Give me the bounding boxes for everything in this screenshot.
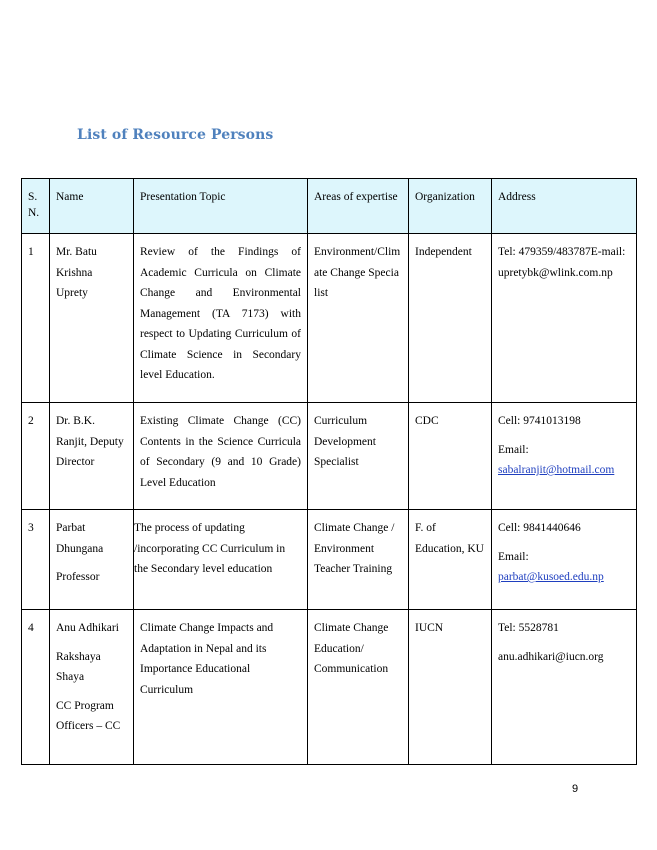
name-title: CC Program Officers – CC	[56, 699, 121, 732]
email-link[interactable]: sabalranjit@hotmail.com	[498, 464, 615, 476]
cell-name: Mr. Batu Krishna Uprety	[50, 234, 134, 403]
cell-topic: The process of updating /incorporating CC Curriculum in the Secondary level education	[134, 510, 308, 610]
column-header-topic: Presentation Topic	[134, 179, 308, 234]
column-header-address: Address	[492, 179, 637, 234]
table-row	[22, 610, 637, 765]
cell-organization: F. of Education, KU	[409, 510, 492, 610]
cell-name	[50, 610, 134, 765]
address-phone: Cell: 9841440646	[498, 522, 581, 534]
column-header-expertise: Areas of expertise	[308, 179, 409, 234]
address-phone: Cell: 9741013198	[498, 415, 581, 427]
cell-topic: Climate Change Impacts and Adaptation in Nepal and its Importance Educational Curriculum	[134, 610, 308, 765]
table-row	[22, 234, 637, 403]
table-row	[22, 510, 637, 610]
cell-sn: 4	[22, 610, 50, 765]
address-email-label: Email:	[498, 443, 529, 456]
cell-expertise: Climate Change / Environment Teacher Training	[308, 510, 409, 610]
cell-name	[50, 510, 134, 610]
name-line: Anu Adhikari	[56, 622, 119, 634]
address-email-label: Email:	[498, 550, 529, 563]
name-line: Parbat Dhungana	[56, 522, 104, 555]
cell-expertise: Climate Change Education/ Communication	[308, 610, 409, 765]
page-title: List of Resource Persons	[77, 127, 274, 143]
column-header-organization: Organization	[409, 179, 492, 234]
name-title: Professor	[56, 571, 100, 583]
cell-topic: Review of the Findings of Academic Curricula on Climate Change and Environmental Management (TA 7173) with respect to Updating Curriculum of Climate Science in Secondary level Education.	[134, 234, 308, 403]
table-header-row	[22, 179, 637, 234]
cell-topic: Existing Climate Change (CC) Contents in the Science Curricula of Secondary (9 and 10 Grade) Level Education	[134, 403, 308, 510]
cell-sn: 1	[22, 234, 50, 403]
table-row	[22, 403, 637, 510]
column-header-sn: S. N.	[22, 179, 50, 234]
address-email: anu.adhikari@iucn.org	[498, 650, 604, 663]
cell-sn: 3	[22, 510, 50, 610]
email-link[interactable]: parbat@kusoed.edu.np	[498, 571, 604, 583]
cell-organization: CDC	[409, 403, 492, 510]
cell-expertise: Curriculum Development Specialist	[308, 403, 409, 510]
resource-persons-table	[21, 178, 637, 765]
cell-organization: IUCN	[409, 610, 492, 765]
cell-expertise: Environment/Climate Change Specialist	[308, 234, 409, 403]
cell-address	[492, 403, 637, 510]
cell-name: Dr. B.K. Ranjit, Deputy Director	[50, 403, 134, 510]
cell-sn: 2	[22, 403, 50, 510]
cell-address	[492, 510, 637, 610]
column-header-name: Name	[50, 179, 134, 234]
name-line: Rakshaya Shaya	[56, 650, 101, 683]
page-number: 9	[572, 783, 579, 795]
cell-address: Tel: 479359/483787E-mail: upretybk@wlink.com.np	[492, 234, 637, 403]
cell-address	[492, 610, 637, 765]
cell-organization: Independent	[409, 234, 492, 403]
address-phone: Tel: 5528781	[498, 622, 559, 634]
